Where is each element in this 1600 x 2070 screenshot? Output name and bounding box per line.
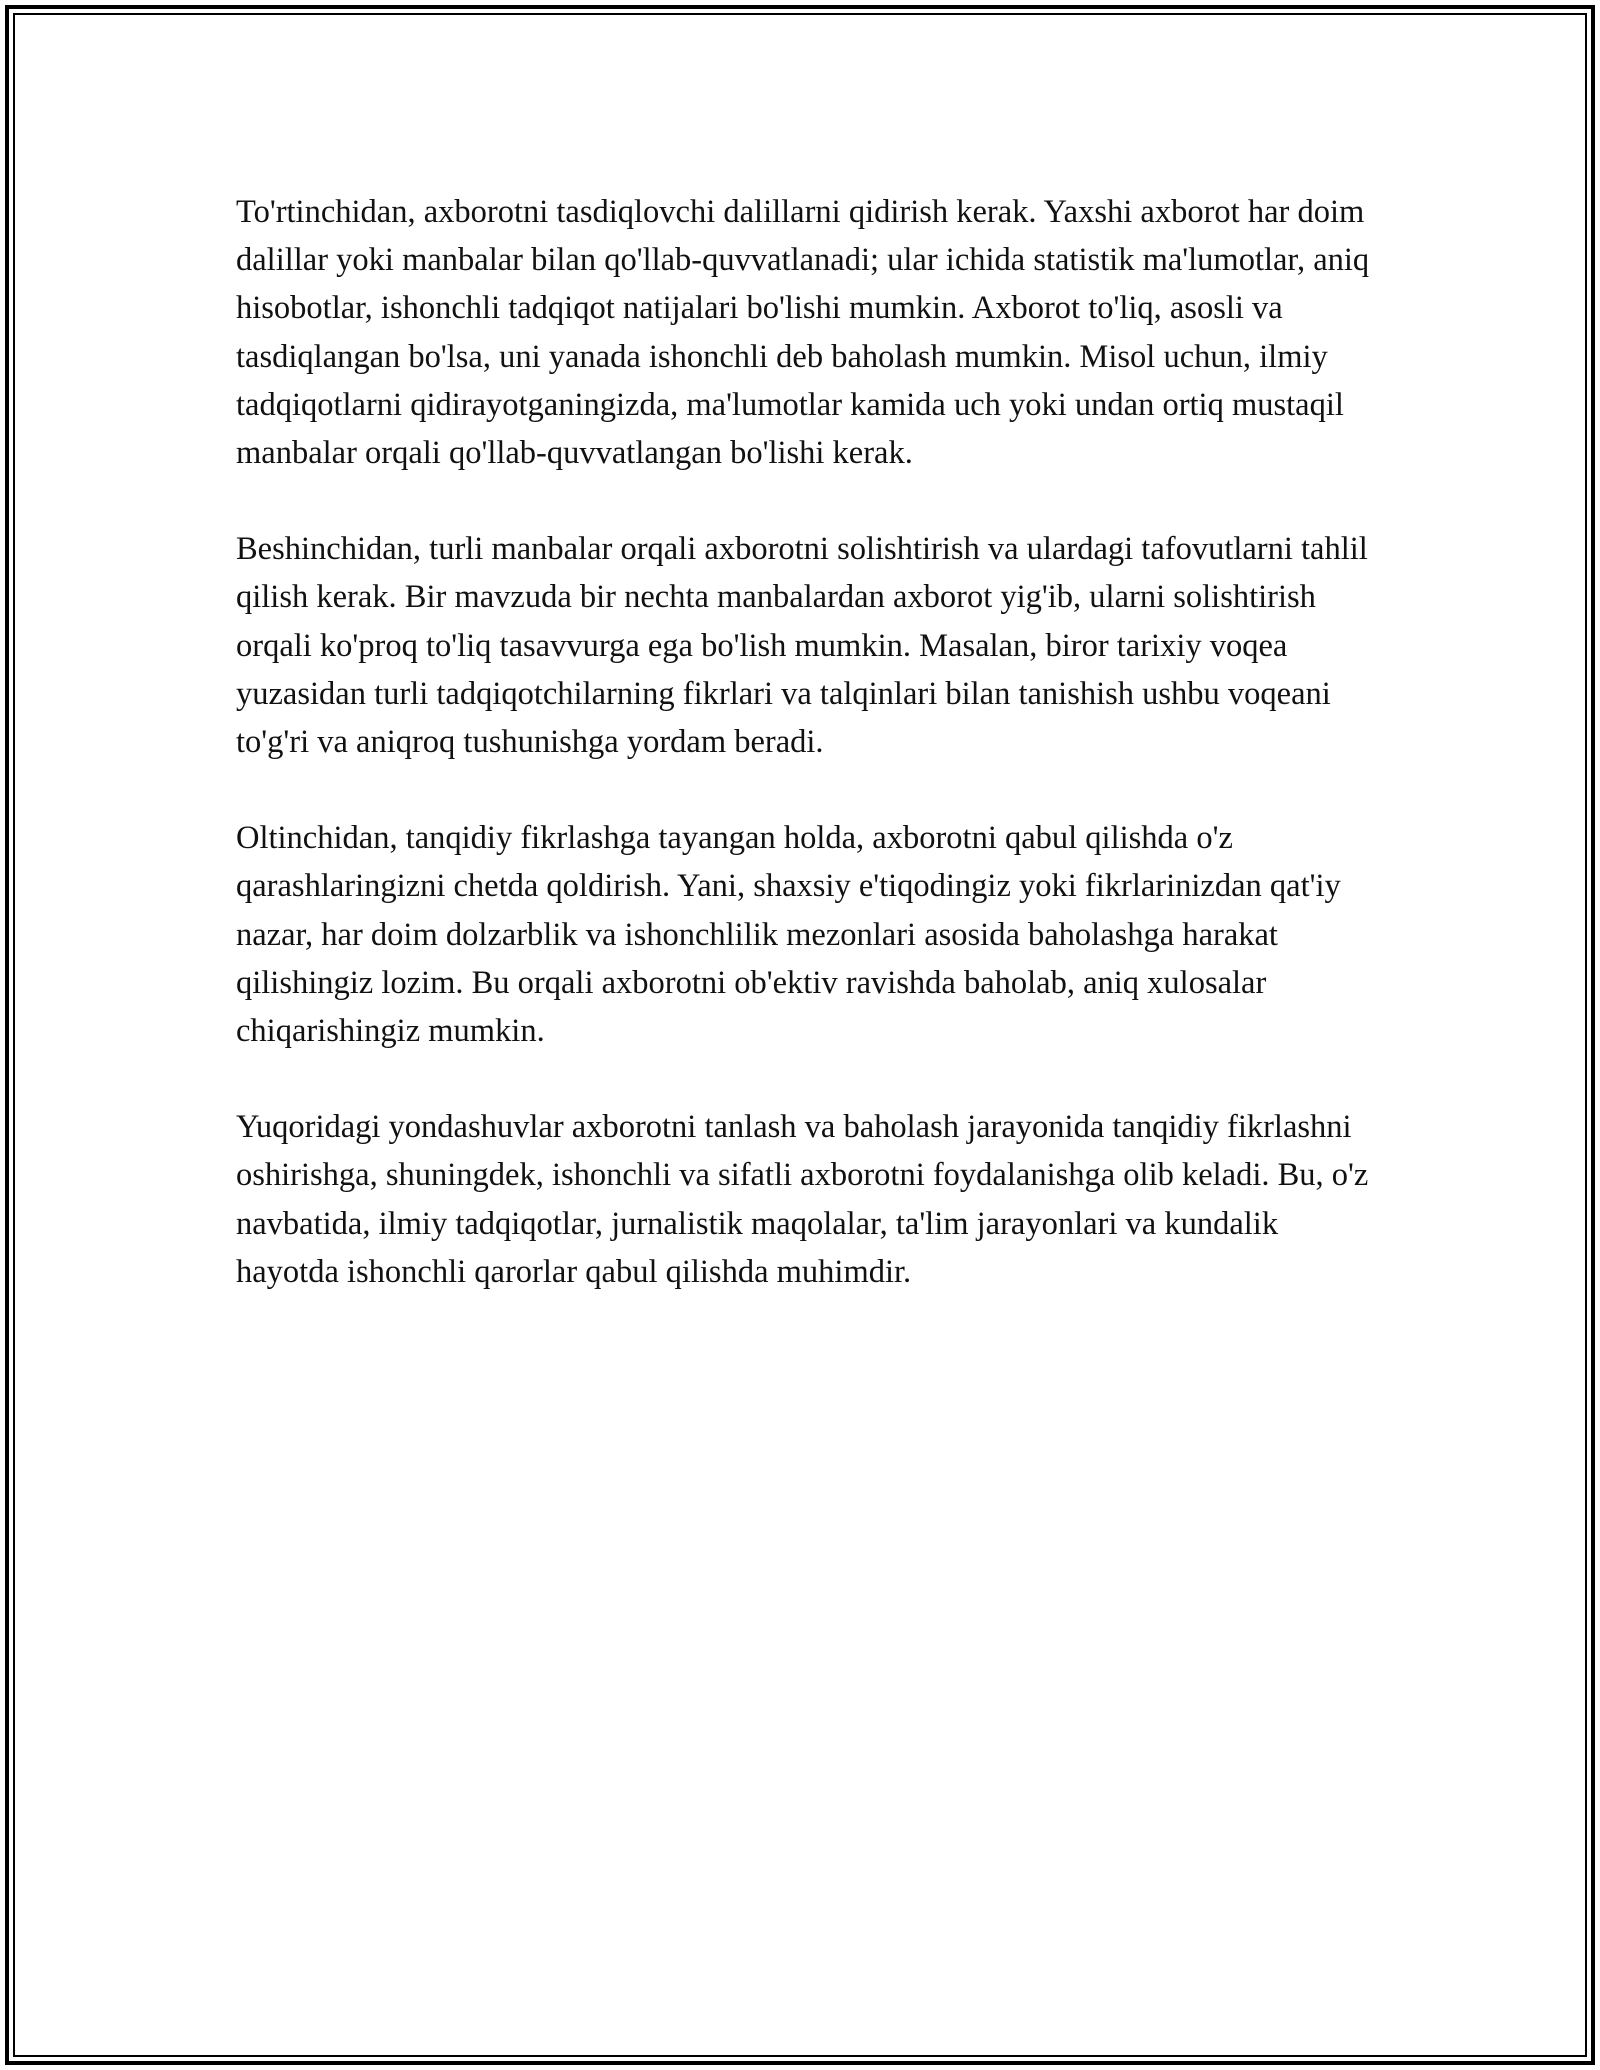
paragraph-fifth: Beshinchidan, turli manbalar orqali axborotni solishtirish va ulardagi tafovutlarni tahlil qilish kerak. Bir mavzuda bir nechta manbalardan axborot yig'ib, ularni solishtirish orqali ko'proq to'liq tasavvurga ega bo'lish mumkin. Masalan, biror tarixiy voqea yuzasidan turli tadqiqotchilarning fikrlari va talqinlari bilan tanishish ushbu voqeani to'g'ri va aniqroq tushunishga yordam beradi. [236,531,1368,761]
paragraph-sixth: Oltinchidan, tanqidiy fikrlashga tayangan holda, axborotni qabul qilishda o'z qarashlaringizni chetda qoldirish. Yani, shaxsiy e'tiqodingiz yoki fikrlarinizdan qat'iy nazar, har doim dolzarblik va ishonchlilik mezonlari asosida baholashga harakat qilishingiz lozim. Bu orqali axborotni ob'ektiv ravishda baholab, aniq xulosalar chiqarishingiz mumkin. [236,820,1341,1050]
document-body [236,188,1376,1296]
paragraph-conclusion: Yuqoridagi yondashuvlar axborotni tanlash va baholash jarayonida tanqidiy fikrlashni oshirishga, shuningdek, ishonchli va sifatli axborotni foydalanishga olib keladi. Bu, o'z navbatida, ilmiy tadqiqotlar, jurnalistik maqolalar, ta'lim jarayonlari va kundalik hayotda ishonchli qarorlar qabul qilishda muhimdir. [236,1109,1369,1290]
paragraph-fourth: To'rtinchidan, axborotni tasdiqlovchi dalillarni qidirish kerak. Yaxshi axborot har doim dalillar yoki manbalar bilan qo'llab-quvvatlanadi; ular ichida statistik ma'lumotlar, aniq hisobotlar, ishonchli tadqiqot natijalari bo'lishi mumkin. Axborot to'liq, asosli va tasdiqlangan bo'lsa, uni yanada ishonchli deb baholash mumkin. Misol uchun, ilmiy tadqiqotlarni qidirayotganingizda, ma'lumotlar kamida uch yoki undan ortiq mustaqil manbalar orqali qo'llab-quvvatlangan bo'lishi kerak. [236,194,1370,472]
